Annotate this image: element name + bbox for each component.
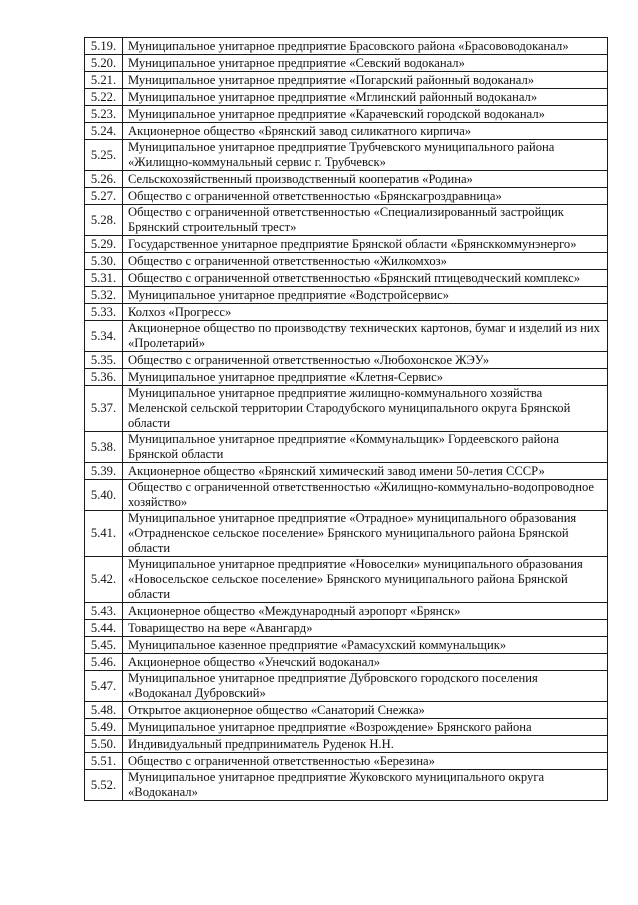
table-row	[85, 106, 608, 123]
table-row	[85, 38, 608, 55]
row-number: 5.29.	[85, 236, 123, 253]
row-number: 5.39.	[85, 463, 123, 480]
organization-name: Общество с ограниченной ответственностью «Брянский птицеводческий комплекс»	[123, 270, 608, 287]
organization-name: Общество с ограниченной ответственностью «Специализированный застройщик Брянский строительный трест»	[123, 205, 608, 236]
table-row	[85, 620, 608, 637]
row-number: 5.40.	[85, 480, 123, 511]
organization-name: Акционерное общество «Международный аэропорт «Брянск»	[123, 603, 608, 620]
organization-name: Муниципальное унитарное предприятие жилищно-коммунального хозяйства Меленской сельской территории Стародубского муниципального округа Брянской области	[123, 386, 608, 432]
organization-name: Муниципальное унитарное предприятие «Карачевский городской водоканал»	[123, 106, 608, 123]
organizations-table-body	[85, 38, 608, 801]
row-number: 5.47.	[85, 671, 123, 702]
row-number: 5.32.	[85, 287, 123, 304]
table-row	[85, 637, 608, 654]
row-number: 5.20.	[85, 55, 123, 72]
table-row	[85, 123, 608, 140]
row-number: 5.28.	[85, 205, 123, 236]
row-number: 5.41.	[85, 511, 123, 557]
row-number: 5.26.	[85, 171, 123, 188]
table-row	[85, 719, 608, 736]
table-row	[85, 557, 608, 603]
row-number: 5.21.	[85, 72, 123, 89]
organization-name: Акционерное общество по производству технических картонов, бумаг и изделий из них «Пролетарий»	[123, 321, 608, 352]
organization-name: Индивидуальный предприниматель Руденок Н.Н.	[123, 736, 608, 753]
table-row	[85, 654, 608, 671]
organization-name: Сельскохозяйственный производственный кооператив «Родина»	[123, 171, 608, 188]
row-number: 5.51.	[85, 753, 123, 770]
organization-name: Муниципальное унитарное предприятие Брасовского района «Брасововодоканал»	[123, 38, 608, 55]
organization-name: Муниципальное унитарное предприятие «Мглинский районный водоканал»	[123, 89, 608, 106]
row-number: 5.43.	[85, 603, 123, 620]
table-row	[85, 736, 608, 753]
row-number: 5.46.	[85, 654, 123, 671]
organization-name: Открытое акционерное общество «Санаторий Снежка»	[123, 702, 608, 719]
organization-name: Муниципальное унитарное предприятие Дубровского городского поселения «Водоканал Дубровский»	[123, 671, 608, 702]
table-row	[85, 386, 608, 432]
organization-name: Муниципальное унитарное предприятие Трубчевского муниципального района «Жилищно-коммунальный сервис г. Трубчевск»	[123, 140, 608, 171]
row-number: 5.44.	[85, 620, 123, 637]
table-row	[85, 270, 608, 287]
organization-name: Муниципальное унитарное предприятие «Севский водоканал»	[123, 55, 608, 72]
organization-name: Акционерное общество «Брянский завод силикатного кирпича»	[123, 123, 608, 140]
organization-name: Колхоз «Прогресс»	[123, 304, 608, 321]
row-number: 5.49.	[85, 719, 123, 736]
row-number: 5.42.	[85, 557, 123, 603]
table-row	[85, 432, 608, 463]
row-number: 5.45.	[85, 637, 123, 654]
organization-name: Муниципальное унитарное предприятие «Коммунальщик» Гордеевского района Брянской области	[123, 432, 608, 463]
table-row	[85, 753, 608, 770]
table-row	[85, 287, 608, 304]
organization-name: Товарищество на вере «Авангард»	[123, 620, 608, 637]
organization-name: Муниципальное унитарное предприятие «Отрадное» муниципального образования «Отрадненское сельское поселение» Брянского муниципального района Брянской области	[123, 511, 608, 557]
row-number: 5.22.	[85, 89, 123, 106]
row-number: 5.38.	[85, 432, 123, 463]
table-row	[85, 480, 608, 511]
table-row	[85, 205, 608, 236]
organization-name: Муниципальное унитарное предприятие «Возрождение» Брянского района	[123, 719, 608, 736]
table-row	[85, 89, 608, 106]
organization-name: Муниципальное унитарное предприятие «Погарский районный водоканал»	[123, 72, 608, 89]
row-number: 5.35.	[85, 352, 123, 369]
organization-name: Акционерное общество «Унечский водоканал»	[123, 654, 608, 671]
row-number: 5.23.	[85, 106, 123, 123]
organization-name: Муниципальное унитарное предприятие «Водстройсервис»	[123, 287, 608, 304]
row-number: 5.48.	[85, 702, 123, 719]
table-row	[85, 603, 608, 620]
row-number: 5.34.	[85, 321, 123, 352]
table-row	[85, 55, 608, 72]
organization-name: Общество с ограниченной ответственностью «Жилкомхоз»	[123, 253, 608, 270]
table-row	[85, 671, 608, 702]
table-row	[85, 188, 608, 205]
table-row	[85, 702, 608, 719]
row-number: 5.52.	[85, 770, 123, 801]
table-row	[85, 511, 608, 557]
table-row	[85, 369, 608, 386]
organization-name: Общество с ограниченной ответственностью «Брянскагроздравница»	[123, 188, 608, 205]
table-row	[85, 463, 608, 480]
table-row	[85, 352, 608, 369]
row-number: 5.33.	[85, 304, 123, 321]
organization-name: Государственное унитарное предприятие Брянской области «Брянсккоммунэнерго»	[123, 236, 608, 253]
row-number: 5.27.	[85, 188, 123, 205]
organization-name: Общество с ограниченной ответственностью «Жилищно-коммунально-водопроводное хозяйство»	[123, 480, 608, 511]
organization-name: Акционерное общество «Брянский химический завод имени 50-летия СССР»	[123, 463, 608, 480]
organization-name: Муниципальное унитарное предприятие Жуковского муниципального округа «Водоканал»	[123, 770, 608, 801]
table-row	[85, 236, 608, 253]
row-number: 5.30.	[85, 253, 123, 270]
table-row	[85, 321, 608, 352]
organization-name: Общество с ограниченной ответственностью «Березина»	[123, 753, 608, 770]
organization-name: Муниципальное унитарное предприятие «Новоселки» муниципального образования «Новосельское сельское поселение» Брянского муниципального района Брянской области	[123, 557, 608, 603]
organization-name: Муниципальное казенное предприятие «Рамасухский коммунальщик»	[123, 637, 608, 654]
table-row	[85, 304, 608, 321]
table-row	[85, 253, 608, 270]
row-number: 5.36.	[85, 369, 123, 386]
row-number: 5.37.	[85, 386, 123, 432]
row-number: 5.50.	[85, 736, 123, 753]
organizations-table	[84, 37, 608, 801]
organization-name: Общество с ограниченной ответственностью «Любохонское ЖЭУ»	[123, 352, 608, 369]
row-number: 5.31.	[85, 270, 123, 287]
row-number: 5.24.	[85, 123, 123, 140]
row-number: 5.25.	[85, 140, 123, 171]
table-row	[85, 171, 608, 188]
organization-name: Муниципальное унитарное предприятие «Клетня-Сервис»	[123, 369, 608, 386]
table-row	[85, 72, 608, 89]
row-number: 5.19.	[85, 38, 123, 55]
table-row	[85, 140, 608, 171]
table-row	[85, 770, 608, 801]
